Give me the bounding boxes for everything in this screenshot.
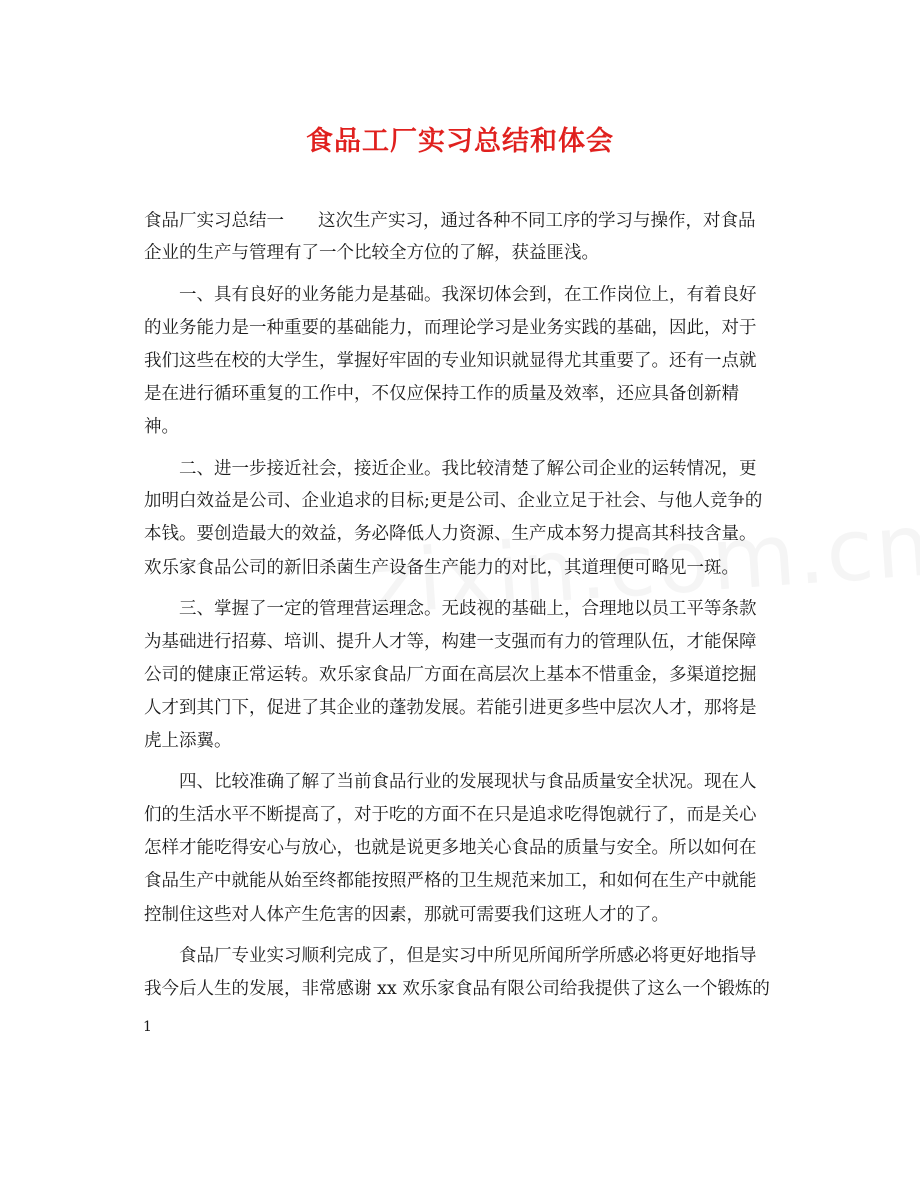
- body-line: 怎样才能吃得安心与放心，也就是说更多地关心食品的质量与安全。所以如何在: [144, 838, 757, 858]
- body-line: 的业务能力是一种重要的基础能力，而理论学习是业务实践的基础，因此，对于: [144, 318, 757, 338]
- body-line: 虎上添翼。: [144, 731, 232, 751]
- body-line: 欢乐家食品公司的新旧杀菌生产设备生产能力的对比，其道理便可略见一斑。: [144, 558, 739, 578]
- body-line: 三、掌握了一定的管理营运理念。无歧视的基础上，合理地以员工平等条款: [144, 599, 757, 619]
- body-line: 们的生活水平不断提高了，对于吃的方面不在只是追求吃得饱就行了，而是关心: [144, 805, 757, 825]
- body-line: 我们这些在校的大学生，掌握好牢固的专业知识就显得尤其重要了。还有一点就: [144, 351, 757, 371]
- page-number: 1: [143, 1019, 152, 1035]
- body-line: 控制住这些对人体产生危害的因素，那就可需要我们这班人才的了。: [144, 905, 669, 925]
- body-text: 这次生产实习，通过各种不同工序的学习与操作，对食品: [318, 211, 756, 231]
- body-line: 公司的健康正常运转。欢乐家食品厂方面在高层次上基本不惜重金，多渠道挖掘: [144, 665, 757, 685]
- body-line: 食品厂专业实习顺利完成了，但是实习中所见所闻所学所感必将更好地指导: [144, 946, 757, 966]
- body-line: 加明白效益是公司、企业追求的目标;更是公司、企业立足于社会、与他人竞争的: [144, 491, 763, 511]
- body-line: [144, 208, 756, 234]
- body-line: 我今后人生的发展，非常感谢 xx 欢乐家食品有限公司给我提供了这么一个锻炼的: [144, 979, 770, 999]
- body-line: 是在进行循环重复的工作中，不仅应保持工作的质量及效率，还应具备创新精: [144, 384, 739, 404]
- document-title: 食品工厂实习总结和体会: [306, 126, 614, 157]
- body-line: 二、进一步接近社会，接近企业。我比较清楚了解公司企业的运转情况，更: [144, 459, 757, 479]
- body-line: 食品生产中就能从始至终都能按照严格的卫生规范来加工，和如何在生产中就能: [144, 871, 757, 891]
- body-line: 为基础进行招募、培训、提升人才等，构建一支强而有力的管理队伍，才能保障: [144, 632, 757, 652]
- body-line: 四、比较准确了解了当前食品行业的发展现状与食品质量安全状况。现在人: [144, 772, 757, 792]
- body-line: 神。: [144, 417, 179, 437]
- body-line: 本钱。要创造最大的效益，务必降低人力资源、生产成本努力提高其科技含量。: [144, 524, 757, 544]
- body-line: 一、具有良好的业务能力是基础。我深切体会到，在工作岗位上，有着良好: [144, 285, 757, 305]
- body-line: 企业的生产与管理有了一个比较全方位的了解，获益匪浅。: [144, 243, 599, 263]
- section-label: 食品厂实习总结一: [144, 211, 284, 231]
- body-line: 人才到其门下，促进了其企业的蓬勃发展。若能引进更多些中层次人才，那将是: [144, 698, 757, 718]
